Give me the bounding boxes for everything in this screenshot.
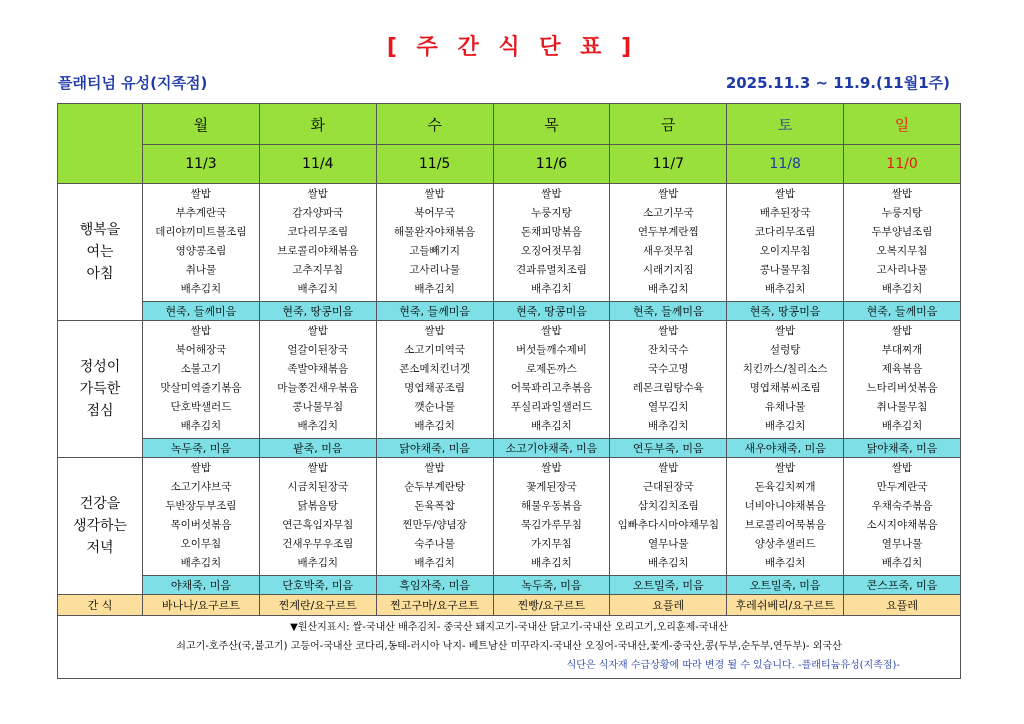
menu-item: 쌀밥: [190, 325, 212, 337]
note-line2: 쇠고기-호주산(국,불고기) 고등어-국내산 코다리,동태-러시아 낙지- 베트남산 미꾸라지-국내산 오징어-국내산,꽃게-중국산,콩(두부,순두부,연두부)- 외국산: [176, 641, 842, 652]
menu-item: 돈채피망볶음: [521, 226, 582, 238]
menu-cell: [727, 184, 844, 302]
menu-item: 소불고기: [180, 363, 222, 375]
menu-item: 마늘쫑건새우볶음: [277, 382, 359, 394]
meal-label: [58, 184, 143, 321]
menu-item: 견과류멸치조림: [515, 264, 587, 276]
menu-item: 고사리나물: [876, 264, 928, 276]
menu-item: 설렁탕: [769, 344, 801, 356]
menu-item: 쌀밥: [891, 325, 913, 337]
menu-item: 숙주나물: [414, 538, 455, 550]
snack-cell: 찐계란/요구르트: [259, 595, 376, 616]
menu-item: 국수고명: [648, 363, 689, 375]
meal-label-line: 점심: [86, 403, 114, 419]
menu-item: 브로콜리야채볶음: [277, 245, 359, 257]
porridge-cell: 녹두죽, 미음: [143, 439, 260, 458]
menu-item: 두반장두부조림: [165, 500, 237, 512]
menu-cell: [143, 458, 260, 576]
meal-label: [58, 321, 143, 458]
meal-label-line: 생각하는: [72, 518, 128, 534]
store-name: 플래티넘 유성(지족점): [58, 74, 208, 92]
menu-item: 고추지무침: [292, 264, 344, 276]
porridge-cell: 소고기야채죽, 미음: [493, 439, 610, 458]
menu-item: 소시지야채볶음: [866, 519, 938, 531]
menu-item: 배추김치: [180, 557, 222, 569]
menu-item: 영양콩조림: [175, 245, 227, 257]
menu-item: 배추김치: [414, 557, 455, 569]
menu-item: 데리야끼미트볼조림: [155, 226, 247, 238]
porridge-cell: 오트밀죽, 미음: [727, 576, 844, 595]
menu-item: 유채나물: [764, 401, 806, 413]
menu-item: 배추김치: [881, 557, 923, 569]
menu-item: 연근흑임자무침: [282, 519, 354, 531]
menu-item: 목이버섯볶음: [170, 519, 232, 531]
meal-label-line: 건강을: [79, 496, 121, 512]
menu-item: 얼갈이된장국: [287, 344, 349, 356]
menu-item: 배추김치: [881, 283, 923, 295]
menu-item: 해물완자야채볶음: [394, 226, 476, 238]
menu-item: 배추김치: [414, 283, 455, 295]
menu-item: 콘소메치킨너겟: [399, 363, 471, 375]
menu-item: 쌀밥: [658, 325, 679, 337]
menu-item: 쌀밥: [774, 188, 796, 200]
menu-item: 제육볶음: [881, 363, 923, 375]
date-header: 11/6: [493, 145, 610, 184]
menu-item: 부대찌개: [881, 344, 923, 356]
day-header: 월: [143, 104, 260, 145]
menu-item: 순두부계란탕: [404, 481, 466, 493]
page-title: [ 주 간 식 단 표 ]: [386, 35, 638, 60]
menu-item: 배추김치: [764, 283, 806, 295]
day-header: 토: [727, 104, 844, 145]
menu-item: 쌀밥: [307, 188, 328, 200]
menu-item: 시래기지짐: [642, 264, 694, 276]
snack-cell: 요플레: [844, 595, 961, 616]
menu-item: 콩나물무침: [759, 264, 811, 276]
snack-cell: 찐고구마/요구르트: [376, 595, 493, 616]
menu-item: 쌀밥: [891, 462, 913, 474]
porridge-cell: 오트밀죽, 미음: [610, 576, 727, 595]
porridge-cell: 야채죽, 미음: [143, 576, 260, 595]
meal-label-line: 정성이: [79, 359, 121, 375]
menu-cell: [727, 458, 844, 576]
day-header: 금: [610, 104, 727, 145]
menu-item: 만두계란국: [876, 481, 928, 493]
menu-item: 열무김치: [648, 401, 689, 413]
menu-item: 부추계란국: [175, 207, 227, 219]
menu-item: 우채숙주볶음: [871, 500, 933, 512]
menu-item: 고사리나물: [409, 264, 460, 276]
menu-item: 쌀밥: [307, 462, 328, 474]
menu-item: 너비아니야채볶음: [744, 500, 826, 512]
snack-cell: 후레쉬베리/요구르트: [727, 595, 844, 616]
menu-cell: [143, 184, 260, 302]
notes-cell: [58, 616, 961, 679]
menu-item: 브로콜리어묵볶음: [744, 519, 826, 531]
menu-item: 새우젓무침: [642, 245, 694, 257]
note-line3: 식단은 식자재 수급상황에 따라 변경 될 수 있습니다. -플래티늄유성(지족점)-: [566, 660, 900, 671]
note-line1: ▼원산지표시: 쌀-국내산 배추김치- 중국산 돼지고기-국내산 닭고기-국내산 오리고기,오리훈제-국내산: [290, 622, 728, 633]
day-header: 화: [259, 104, 376, 145]
menu-item: 오복지무침: [876, 245, 928, 257]
menu-item: 근대된장국: [642, 481, 694, 493]
menu-item: 배추김치: [648, 283, 689, 295]
porridge-cell: 콘스프죽, 미음: [844, 576, 961, 595]
date-header: 11/5: [376, 145, 493, 184]
menu-item: 쌀밥: [541, 325, 562, 337]
menu-item: 콩나물무침: [292, 401, 344, 413]
menu-item: 쌀밥: [541, 188, 562, 200]
menu-item: 배추김치: [297, 420, 339, 432]
menu-item: 북어해장국: [175, 344, 227, 356]
menu-item: 배추김치: [297, 557, 339, 569]
menu-item: 해물우동볶음: [521, 500, 582, 512]
menu-item: 소고기미역국: [404, 344, 466, 356]
menu-cell: [376, 321, 493, 439]
menu-item: 쌀밥: [190, 188, 212, 200]
menu-item: 배추김치: [531, 557, 572, 569]
porridge-cell: 닭야채죽, 미음: [844, 439, 961, 458]
date-header: 11/4: [259, 145, 376, 184]
menu-item: 감자양파국: [292, 207, 344, 219]
menu-item: 쌀밥: [891, 188, 913, 200]
porridge-cell: 닭야채죽, 미음: [376, 439, 493, 458]
menu-item: 찐만두/양념장: [402, 519, 467, 531]
menu-item: 꽃게된장국: [526, 481, 577, 493]
menu-cell: [844, 458, 961, 576]
menu-item: 단호박샐러드: [170, 401, 232, 413]
menu-item: 누룽지탕: [531, 207, 572, 219]
menu-cell: [376, 184, 493, 302]
menu-item: 어묵꽈리고추볶음: [510, 382, 593, 394]
porridge-cell: 녹두죽, 미음: [493, 576, 610, 595]
porridge-cell: 단호박죽, 미음: [259, 576, 376, 595]
day-header: 수: [376, 104, 493, 145]
meal-label: [58, 458, 143, 595]
menu-item: 오징어젓무침: [521, 245, 582, 257]
menu-item: 취나물무침: [876, 401, 928, 413]
menu-item: 쌀밥: [424, 188, 445, 200]
menu-item: 닭볶음탕: [297, 500, 339, 512]
menu-item: 깻순나물: [414, 401, 455, 413]
menu-item: 묵김가루무침: [521, 519, 582, 531]
menu-item: 쌀밥: [424, 325, 445, 337]
snack-cell: 찐빵/요구르트: [493, 595, 610, 616]
weekly-menu-table: [57, 103, 961, 679]
snack-cell: 요플레: [610, 595, 727, 616]
menu-item: 버섯들깨수제비: [515, 344, 587, 356]
menu-item: 코다리무조림: [287, 226, 349, 238]
date-header: 11/3: [143, 145, 260, 184]
menu-item: 쌀밥: [541, 462, 562, 474]
menu-cell: [493, 458, 610, 576]
menu-cell: [844, 321, 961, 439]
menu-item: 건새우무우조림: [282, 538, 354, 550]
menu-item: 삼치김치조림: [637, 500, 699, 512]
menu-item: 배추김치: [531, 420, 572, 432]
porridge-cell: 새우야채죽, 미음: [727, 439, 844, 458]
menu-cell: [610, 184, 727, 302]
menu-item: 배추김치: [881, 420, 923, 432]
menu-item: 쌀밥: [774, 462, 796, 474]
date-header: 11/8: [727, 145, 844, 184]
menu-item: 쌀밥: [658, 462, 679, 474]
meal-label-line: 저녁: [86, 540, 114, 556]
porridge-cell: 연두부죽, 미음: [610, 439, 727, 458]
menu-item: 쌀밥: [658, 188, 679, 200]
porridge-cell: 현죽, 들께미음: [610, 302, 727, 321]
porridge-cell: 현죽, 들께미음: [844, 302, 961, 321]
menu-item: 코다리무조림: [754, 226, 816, 238]
menu-item: 명엽채볶씨조림: [749, 382, 821, 394]
menu-item: 오이지무침: [759, 245, 811, 257]
snack-label: 간 식: [58, 595, 143, 616]
menu-item: 누룽지탕: [881, 207, 923, 219]
menu-item: 소고기샤브국: [170, 481, 232, 493]
menu-item: 배추김치: [764, 420, 806, 432]
menu-item: 로제돈까스: [526, 363, 577, 375]
menu-item: 배추김치: [648, 420, 689, 432]
menu-item: 양상추샐러드: [754, 538, 816, 550]
menu-item: 배추된장국: [759, 207, 811, 219]
menu-item: 열무나물: [648, 538, 689, 550]
menu-item: 북어무국: [414, 207, 455, 219]
porridge-cell: 흑임자죽, 미음: [376, 576, 493, 595]
menu-item: 소고기무국: [642, 207, 694, 219]
menu-cell: [259, 184, 376, 302]
menu-item: 돈육김치찌개: [754, 481, 816, 493]
menu-cell: [727, 321, 844, 439]
menu-item: 배추김치: [297, 283, 339, 295]
day-header: 일: [844, 104, 961, 145]
porridge-cell: 현죽, 들께미음: [376, 302, 493, 321]
date-header: 11/0: [844, 145, 961, 184]
menu-item: 고들빼기지: [409, 245, 460, 257]
porridge-cell: 현죽, 땅콩미음: [727, 302, 844, 321]
menu-item: 시금치된장국: [287, 481, 349, 493]
porridge-cell: 현죽, 들께미음: [143, 302, 260, 321]
menu-cell: [376, 458, 493, 576]
menu-item: 명엽채공조림: [404, 382, 466, 394]
meal-label-line: 아침: [86, 266, 114, 282]
meal-label-line: 가득한: [79, 381, 121, 397]
menu-item: 쌀밥: [190, 462, 212, 474]
menu-item: 쌀밥: [424, 462, 445, 474]
menu-item: 두부양념조림: [871, 226, 933, 238]
menu-item: 레몬크림탕수육: [632, 382, 704, 394]
porridge-cell: 팥죽, 미음: [259, 439, 376, 458]
menu-item: 푸실리과일샐러드: [510, 401, 593, 413]
menu-item: 배추김치: [764, 557, 806, 569]
snack-cell: 바나나/요구르트: [143, 595, 260, 616]
menu-item: 배추김치: [648, 557, 689, 569]
date-header: 11/7: [610, 145, 727, 184]
menu-period: 2025.11.3 ~ 11.9.(11월1주): [725, 74, 950, 92]
header-corner: [58, 104, 143, 184]
meal-label-line: 행복을: [79, 222, 121, 238]
menu-item: 열무나물: [881, 538, 923, 550]
menu-item: 잔치국수: [648, 344, 689, 356]
menu-item: 가지무침: [531, 538, 572, 550]
menu-item: 연두부계란찜: [637, 226, 699, 238]
menu-cell: [259, 458, 376, 576]
menu-item: 돈육폭찹: [414, 500, 455, 512]
menu-item: 배추김치: [414, 420, 455, 432]
menu-item: 쌀밥: [774, 325, 796, 337]
menu-item: 느타리버섯볶음: [866, 382, 938, 394]
menu-item: 배추김치: [531, 283, 572, 295]
menu-item: 임빠추다시마야채무침: [617, 519, 720, 531]
menu-cell: [259, 321, 376, 439]
day-header: 목: [493, 104, 610, 145]
menu-cell: [844, 184, 961, 302]
porridge-cell: 현죽, 땅콩미음: [493, 302, 610, 321]
menu-item: 배추김치: [180, 283, 222, 295]
porridge-cell: 현죽, 땅콩미음: [259, 302, 376, 321]
menu-item: 취나물: [185, 264, 217, 276]
menu-cell: [493, 321, 610, 439]
menu-item: 배추김치: [180, 420, 222, 432]
menu-cell: [143, 321, 260, 439]
menu-cell: [610, 458, 727, 576]
menu-item: 쌀밥: [307, 325, 328, 337]
menu-item: 맛살미역줄기볶음: [160, 382, 242, 394]
menu-cell: [610, 321, 727, 439]
menu-item: 오이무침: [180, 538, 222, 550]
menu-item: 족발야채볶음: [287, 363, 349, 375]
menu-cell: [493, 184, 610, 302]
menu-item: 치킨까스/칠리소스: [742, 363, 828, 375]
meal-label-line: 여는: [86, 244, 114, 260]
